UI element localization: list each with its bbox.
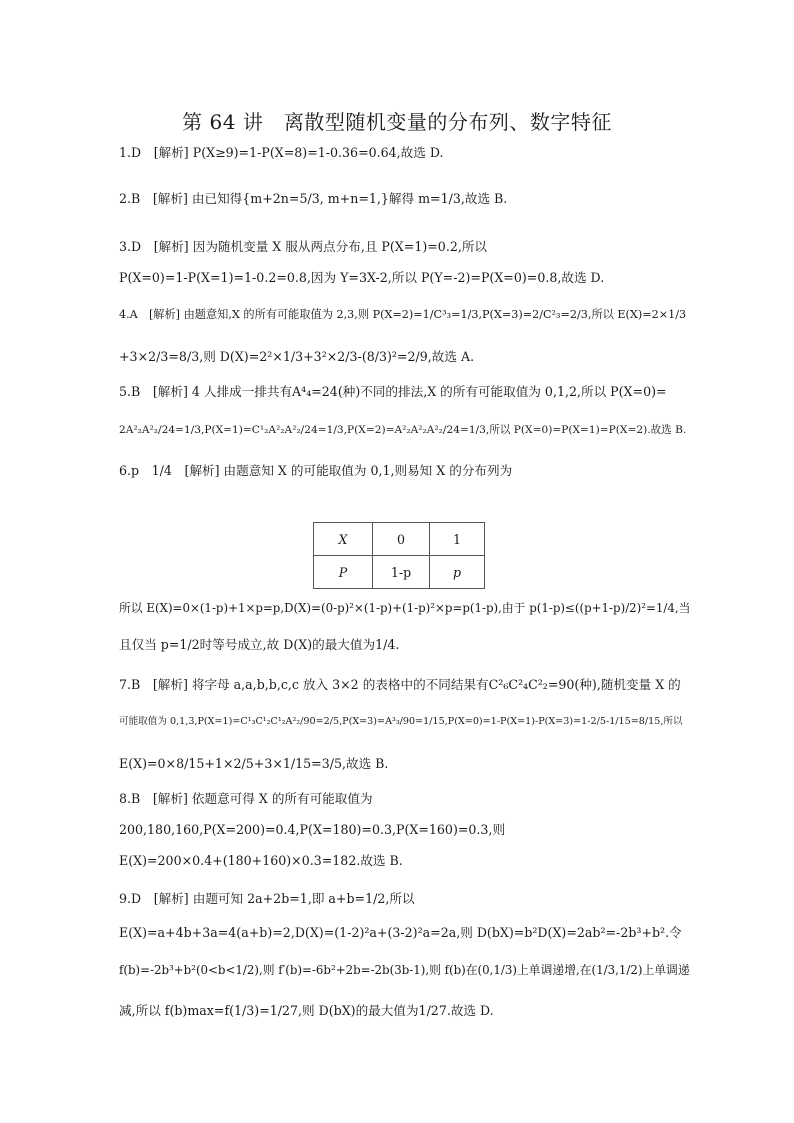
answer-line: P(X=0)=1-P(X=1)=1-0.2=0.8,因为 Y=3X-2,所以 P(Y=-2)=P(X=0)=0.8,故选 D. <box>119 270 605 285</box>
table-cell: X <box>314 523 373 556</box>
answer-line: E(X)=a+4b+3a=4(a+b)=2,D(X)=(1-2)²a+(3-2)²a=2a,则 D(bX)=b²D(X)=2ab²=-2b³+b².令 <box>119 925 682 940</box>
answer-line: +3×2/3=8/3,则 D(X)=2²×1/3+3²×2/3-(8/3)²=2/9,故选 A. <box>119 349 475 364</box>
answer-line: 且仅当 p=1/2时等号成立,故 D(X)的最大值为1/4. <box>119 637 400 652</box>
table-row <box>314 523 485 556</box>
answer-line: 所以 E(X)=0×(1-p)+1×p=p,D(X)=(0-p)²×(1-p)+(1-p)²×p=p(1-p),由于 p(1-p)≤((p+1-p)/2)²=1/4,当 <box>119 601 691 615</box>
answer-line: 可能取值为 0,1,3,P(X=1)=C¹₃C¹₂C¹₂A²₂/90=2/5,P(X=3)=A³₃/90=1/15,P(X=0)=1-P(X=1)-P(X=3)=1-2/5-1/15=8/15,所以 <box>119 716 683 727</box>
table-row <box>314 556 485 589</box>
answer-line: 2A²₂A²₂/24=1/3,P(X=1)=C¹₂A²₂A²₂/24=1/3,P(X=2)=A²₂A²₂A²₂/24=1/3,所以 P(X=0)=P(X=1)=P(X=2).故选 B. <box>119 424 687 436</box>
table-cell: 1 <box>430 523 485 556</box>
answer-line: 4.A [解析] 由题意知,X 的所有可能取值为 2,3,则 P(X=2)=1/C³₃=1/3,P(X=3)=2/C²₃=2/3,所以 E(X)=2×1/3 <box>119 308 687 321</box>
answer-line: 6.p 1/4 [解析] 由题意知 X 的可能取值为 0,1,则易知 X 的分布列为 <box>119 463 513 478</box>
answer-line: E(X)=0×8/15+1×2/5+3×1/15=3/5,故选 B. <box>119 756 389 771</box>
answer-line: 减,所以 f(b)max=f(1/3)=1/27,则 D(bX)的最大值为1/27.故选 D. <box>119 1003 494 1018</box>
answer-line: 200,180,160,P(X=200)=0.4,P(X=180)=0.3,P(X=160)=0.3,则 <box>119 822 506 837</box>
answer-line: f(b)=-2b³+b²(0<b<1/2),则 f′(b)=-6b²+2b=-2b(3b-1),则 f(b)在(0,1/3)上单调递增,在(1/3,1/2)上单调递 <box>119 963 690 977</box>
table-cell: 1-p <box>373 556 430 589</box>
answer-line: 1.D [解析] P(X≥9)=1-P(X=8)=1-0.36=0.64,故选 D. <box>119 145 444 160</box>
answer-line: 9.D [解析] 由题可知 2a+2b=1,即 a+b=1/2,所以 <box>119 891 415 906</box>
answer-line: 3.D [解析] 因为随机变量 X 服从两点分布,且 P(X=1)=0.2,所以 <box>119 239 488 254</box>
table-cell: P <box>314 556 373 589</box>
distribution-table <box>313 522 485 589</box>
answer-line: 7.B [解析] 将字母 a,a,b,b,c,c 放入 3×2 的表格中的不同结果有C²₆C²₄C²₂=90(种),随机变量 X 的 <box>119 677 681 692</box>
answer-line: E(X)=200×0.4+(180+160)×0.3=182.故选 B. <box>119 853 403 868</box>
table-cell: p <box>430 556 485 589</box>
answer-line: 2.B [解析] 由已知得{m+2n=5/3, m+n=1,}解得 m=1/3,故选 B. <box>119 191 508 206</box>
page-title: 第 64 讲 离散型随机变量的分布列、数字特征 <box>182 110 612 134</box>
answer-line: 5.B [解析] 4 人排成一排共有A⁴₄=24(种)不同的排法,X 的所有可能取值为 0,1,2,所以 P(X=0)= <box>119 384 667 399</box>
answer-line: 8.B [解析] 依题意可得 X 的所有可能取值为 <box>119 791 373 806</box>
table-cell: 0 <box>373 523 430 556</box>
